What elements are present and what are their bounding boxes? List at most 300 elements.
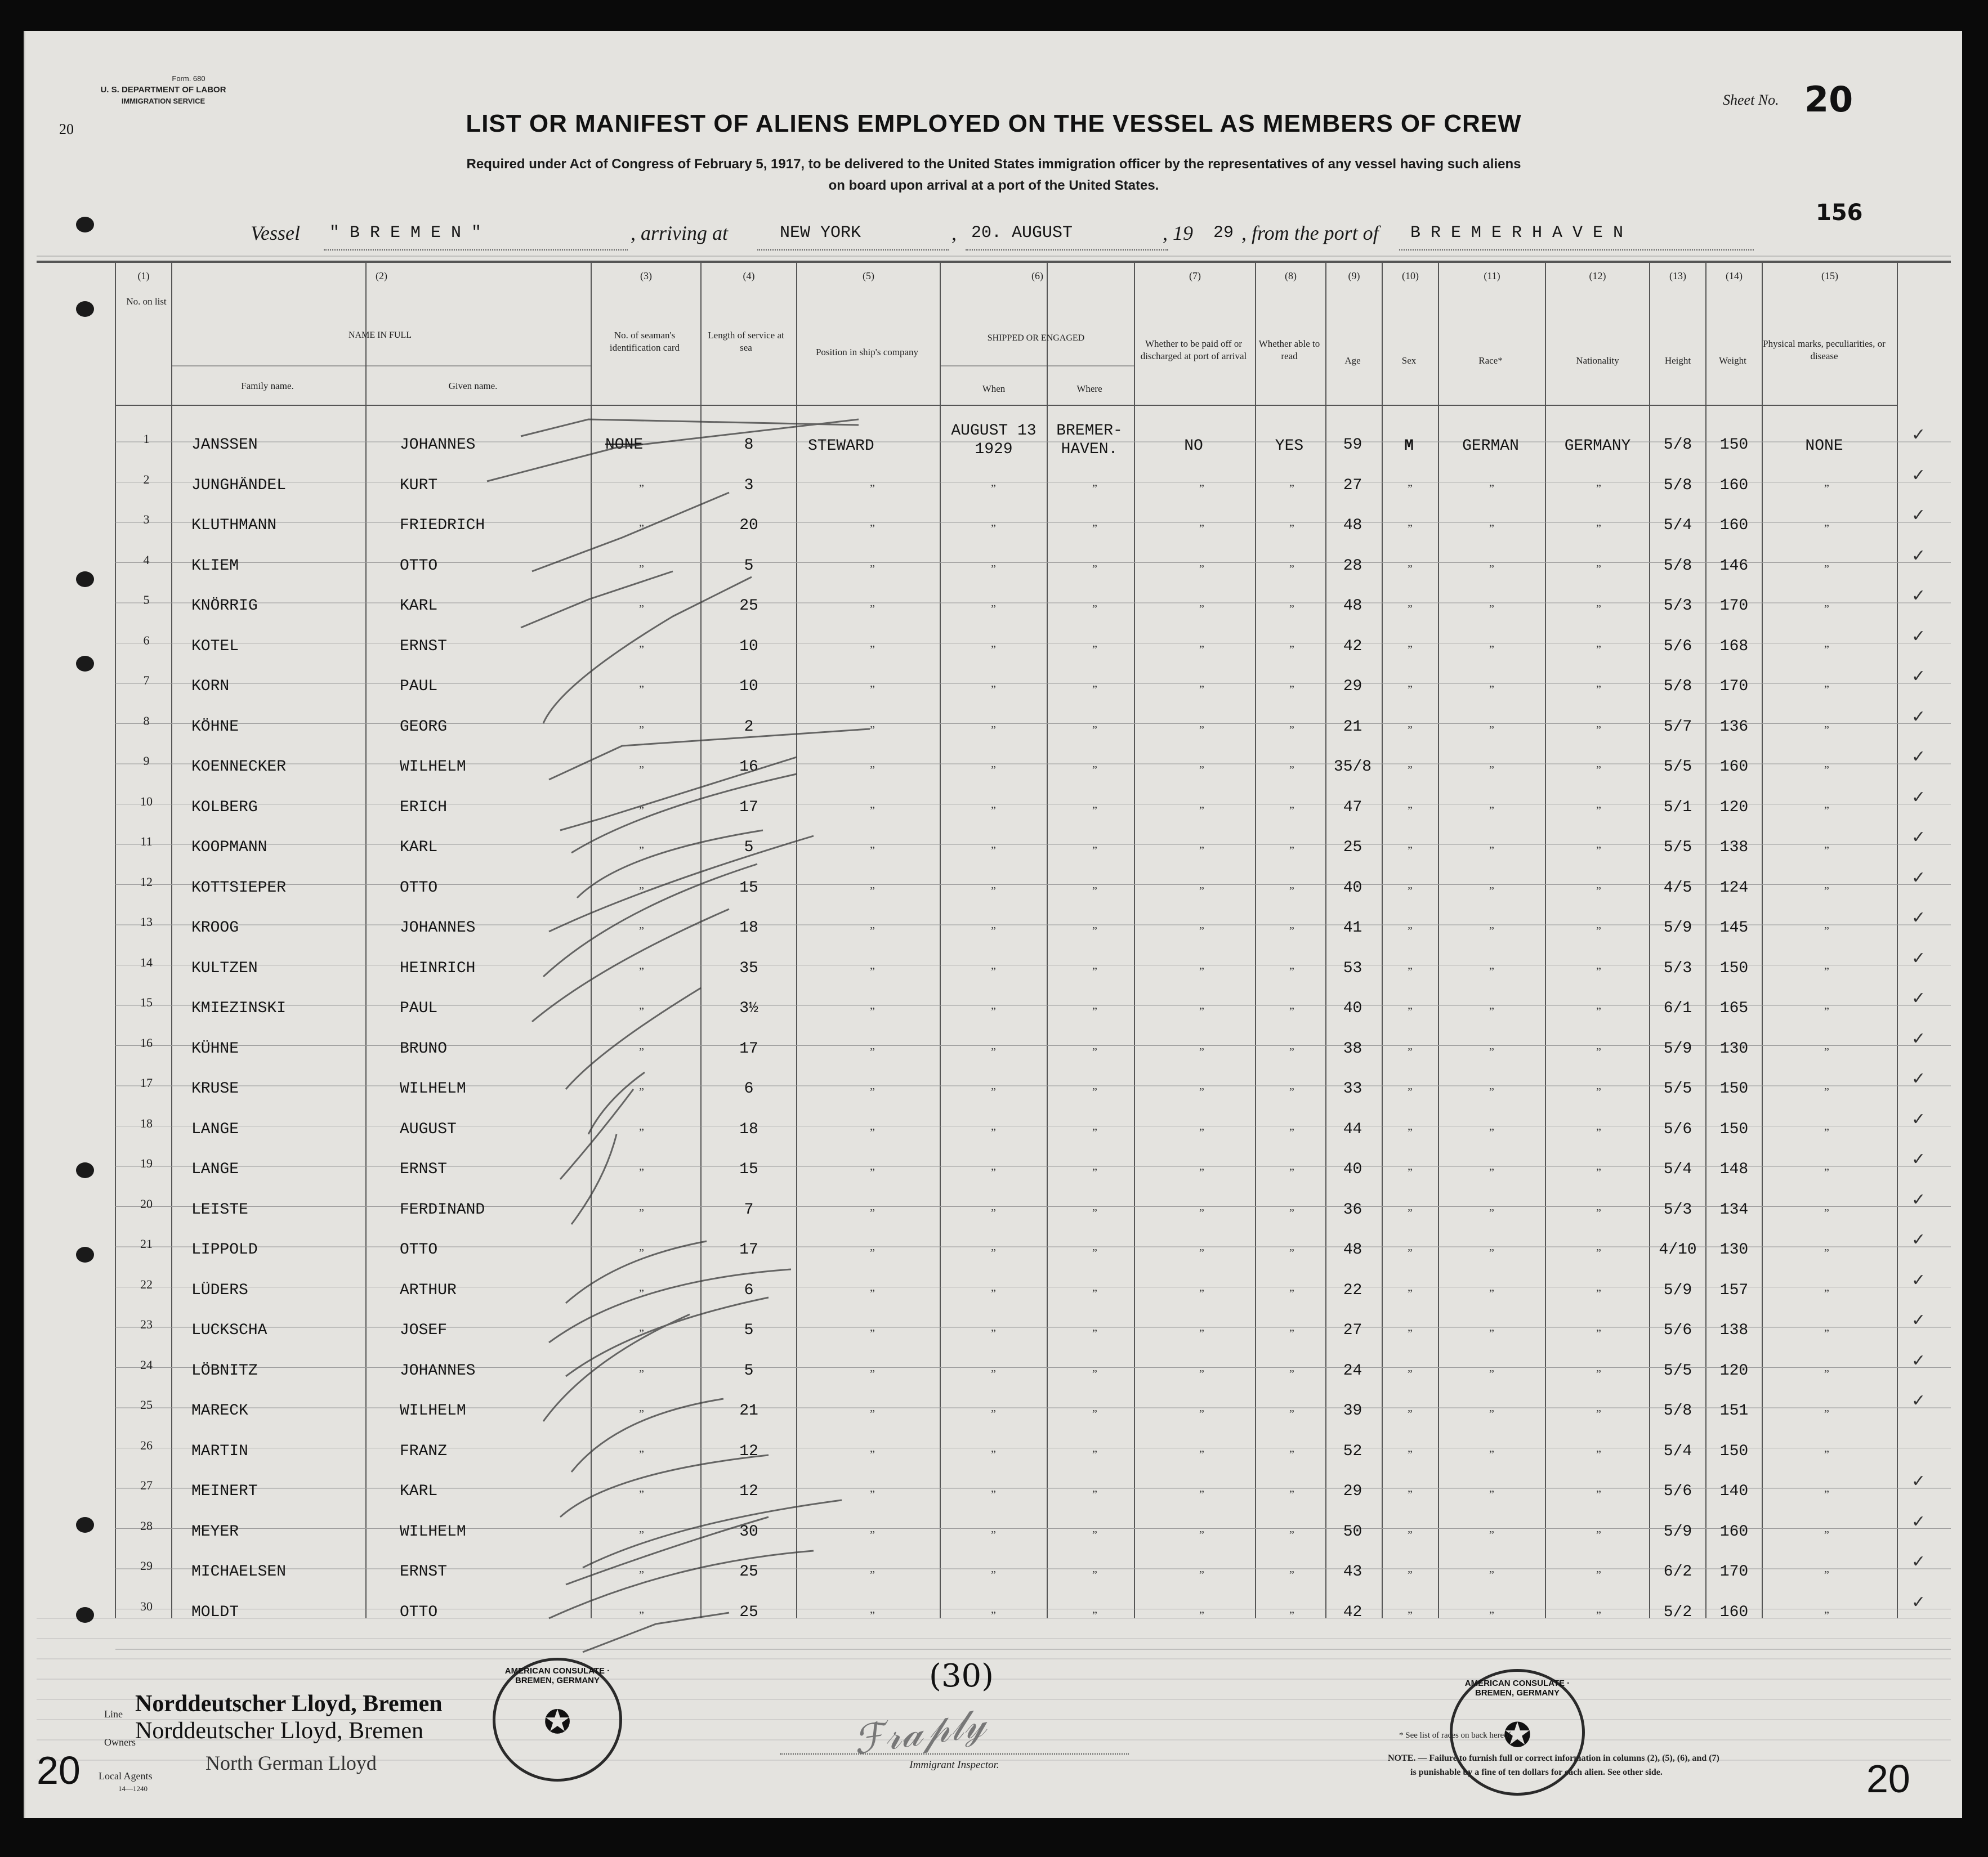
ditto-mark: ” [1289, 1488, 1294, 1501]
family-name: KLIEM [191, 557, 239, 575]
given-name: BRUNO [400, 1040, 448, 1058]
ditto-mark: ” [1408, 1327, 1413, 1340]
stamp-text: AMERICAN CONSULATE · BREMEN, GERMANY [504, 1666, 610, 1685]
ditto-mark: ” [1596, 482, 1601, 495]
agents-label: Local Agents [99, 1770, 153, 1782]
age: 50 [1343, 1523, 1362, 1541]
ditto-mark: ” [870, 844, 875, 857]
ditto-mark: ” [1408, 965, 1413, 978]
height: 5/7 [1663, 718, 1692, 736]
weight: 130 [1719, 1241, 1749, 1259]
ditto-mark: ” [1489, 562, 1494, 575]
ditto-mark: ” [991, 1488, 996, 1501]
ditto-mark: ” [1596, 1086, 1601, 1098]
age: 59 [1343, 436, 1362, 454]
ditto-mark: ” [1092, 1005, 1097, 1018]
row-number: 15 [140, 995, 153, 1009]
footer [25, 1646, 1962, 1815]
ditto-mark: ” [1199, 643, 1204, 656]
ditto-mark: ” [1289, 764, 1294, 776]
ditto-mark: ” [1408, 603, 1413, 615]
weight: 150 [1719, 1442, 1749, 1460]
ditto-mark: ” [639, 965, 644, 978]
ditto-mark: ” [1092, 522, 1097, 535]
ditto-mark: ” [1408, 1126, 1413, 1139]
given-name: ERNST [400, 637, 448, 655]
age: 38 [1343, 1040, 1362, 1058]
ditto-mark: ” [1824, 1488, 1829, 1501]
given-name: ARTHUR [400, 1281, 457, 1299]
weight: 136 [1719, 718, 1749, 736]
ditto-mark: ” [1092, 1086, 1097, 1098]
ditto-mark: ” [1824, 1005, 1829, 1018]
ditto-mark: ” [1596, 1609, 1601, 1622]
ditto-mark: ” [1092, 804, 1097, 817]
ditto-mark: ” [1489, 643, 1494, 656]
line-label: Line [104, 1708, 123, 1720]
height: 6/1 [1663, 1000, 1692, 1017]
weight: 170 [1719, 678, 1749, 695]
given-name: ERNST [400, 1563, 448, 1581]
ditto-mark: ” [1596, 1448, 1601, 1461]
row-number: 5 [143, 593, 150, 607]
row-number: 27 [140, 1478, 153, 1492]
shipped-where-1: BREMER- [1056, 422, 1123, 440]
ditto-mark: ” [1824, 1569, 1829, 1581]
ditto-mark: ” [1489, 603, 1494, 615]
height: 5/8 [1663, 436, 1692, 454]
weight: 146 [1719, 557, 1749, 575]
ditto-mark: ” [991, 1569, 996, 1581]
manifest-sheet [24, 31, 1962, 1818]
pencil-checkmarks [25, 31, 1962, 1818]
age: 21 [1343, 718, 1362, 736]
family-name: JANSSEN [191, 436, 258, 454]
ditto-mark: ” [991, 1408, 996, 1420]
age: 29 [1343, 678, 1362, 695]
ditto-mark: ” [1092, 562, 1097, 575]
check-icon: ✓ [1911, 626, 1926, 646]
given-name: JOSEF [400, 1322, 448, 1339]
row-number: 6 [143, 633, 150, 647]
punch-hole [76, 571, 94, 587]
age: 48 [1343, 1241, 1362, 1259]
family-name: LUCKSCHA [191, 1322, 267, 1339]
ditto-mark: ” [1408, 1569, 1413, 1581]
age: 35/8 [1333, 758, 1372, 776]
ditto-mark: ” [991, 965, 996, 978]
ditto-mark: ” [1092, 844, 1097, 857]
ditto-mark: ” [991, 603, 996, 615]
check-icon: ✓ [1911, 505, 1926, 525]
col-sex: Sex [1401, 355, 1417, 366]
family-name: LIPPOLD [191, 1241, 258, 1259]
ditto-mark: ” [1824, 482, 1829, 495]
col-where: Where [1076, 383, 1102, 394]
ditto-mark: ” [1489, 844, 1494, 857]
ditto-mark: ” [1824, 925, 1829, 937]
check-icon: ✓ [1911, 1069, 1926, 1089]
ditto-mark: ” [1408, 1367, 1413, 1380]
family-name: KMIEZINSKI [191, 1000, 287, 1017]
height: 5/6 [1663, 637, 1692, 655]
ditto-mark: ” [991, 1528, 996, 1541]
col-height: Height [1664, 355, 1691, 366]
column-number: (3) [640, 270, 652, 281]
ditto-mark: ” [1289, 1448, 1294, 1461]
ditto-mark: ” [1092, 1488, 1097, 1501]
ditto-mark: ” [1489, 1448, 1494, 1461]
ditto-mark: ” [1408, 1408, 1413, 1420]
page-mark-left: 20 [37, 1748, 81, 1792]
weight: 130 [1719, 1040, 1749, 1058]
ditto-mark: ” [870, 1367, 875, 1380]
sheet-label: Sheet No. [1723, 92, 1779, 108]
given-name: OTTO [400, 1603, 438, 1621]
ditto-mark: ” [1289, 1166, 1294, 1179]
given-name: KARL [400, 839, 438, 856]
check-icon: ✓ [1911, 827, 1926, 847]
ditto-mark: ” [1824, 1287, 1829, 1300]
ditto-mark: ” [1289, 522, 1294, 535]
column-number: (12) [1589, 270, 1606, 281]
given-name: FRIEDRICH [400, 517, 485, 534]
family-name: KOOPMANN [191, 839, 267, 856]
ditto-mark: ” [1092, 1408, 1097, 1420]
check-icon: ✓ [1911, 908, 1926, 928]
ditto-mark: ” [1199, 1166, 1204, 1179]
height: 5/1 [1663, 798, 1692, 816]
height: 5/6 [1663, 1322, 1692, 1339]
length-of-service: 5 [744, 1322, 754, 1339]
age: 33 [1343, 1080, 1362, 1098]
position-value: STEWARD [808, 437, 874, 455]
age: 47 [1343, 798, 1362, 816]
ditto-mark: ” [1092, 643, 1097, 656]
ditto-mark: ” [1092, 1287, 1097, 1300]
row-number: 23 [140, 1317, 153, 1331]
ditto-mark: ” [1199, 1327, 1204, 1340]
ditto-mark: ” [991, 723, 996, 736]
ditto-mark: ” [1824, 965, 1829, 978]
ditto-mark: ” [991, 683, 996, 696]
family-name: LÜDERS [191, 1281, 248, 1299]
given-name: HEINRICH [400, 959, 476, 977]
weight: 145 [1719, 919, 1749, 937]
ditto-mark: ” [1408, 1287, 1413, 1300]
ditto-mark: ” [991, 1609, 996, 1622]
sheet-number: 20 [1804, 79, 1853, 120]
age: 28 [1343, 557, 1362, 575]
row-number: 19 [140, 1156, 153, 1170]
ditto-mark: ” [1824, 683, 1829, 696]
weight: 150 [1719, 959, 1749, 977]
ditto-mark: ” [1824, 1609, 1829, 1622]
age: 24 [1343, 1362, 1362, 1380]
vessel-label: Vessel [251, 222, 300, 244]
ditto-mark: ” [1489, 1086, 1494, 1098]
ditto-mark: ” [1199, 723, 1204, 736]
height: 5/6 [1663, 1483, 1692, 1500]
weight: 170 [1719, 1563, 1749, 1581]
weight: 120 [1719, 798, 1749, 816]
col-age: Age [1344, 355, 1361, 366]
given-name: ERICH [400, 798, 448, 816]
row-number: 7 [143, 673, 150, 687]
column-number: (8) [1285, 270, 1297, 281]
ditto-mark: ” [1289, 965, 1294, 978]
weight: 160 [1719, 1523, 1749, 1541]
length-of-service: 8 [744, 436, 754, 454]
length-of-service: 10 [739, 637, 758, 655]
row-number: 18 [140, 1116, 153, 1130]
ditto-mark: ” [1408, 925, 1413, 937]
ditto-mark: ” [991, 804, 996, 817]
column-number: (9) [1348, 270, 1360, 281]
ditto-mark: ” [870, 1287, 875, 1300]
ditto-mark: ” [991, 1367, 996, 1380]
ditto-mark: ” [991, 1045, 996, 1058]
ditto-mark: ” [1596, 1045, 1601, 1058]
ditto-mark: ” [1408, 723, 1413, 736]
ditto-mark: ” [639, 643, 644, 656]
family-name: KLUTHMANN [191, 517, 277, 534]
length-of-service: 35 [739, 959, 758, 977]
given-name: PAUL [400, 1000, 438, 1017]
ditto-mark: ” [1289, 643, 1294, 656]
ditto-mark: ” [1408, 764, 1413, 776]
ditto-mark: ” [1289, 844, 1294, 857]
length-of-service: 6 [744, 1080, 754, 1098]
family-name: MARTIN [191, 1442, 248, 1460]
ditto-mark: ” [1199, 1247, 1204, 1259]
family-name: MEYER [191, 1523, 239, 1541]
ditto-mark: ” [1092, 1448, 1097, 1461]
ditto-mark: ” [870, 1086, 875, 1098]
ditto-mark: ” [1408, 1528, 1413, 1541]
ditto-mark: ” [1092, 683, 1097, 696]
ditto-mark: ” [1289, 482, 1294, 495]
age: 41 [1343, 919, 1362, 937]
penalty-note-2: is punishable by a fine of ten dollars for each alien. See other side. [1410, 1767, 1663, 1777]
ditto-mark: ” [1489, 804, 1494, 817]
ditto-mark: ” [639, 1528, 644, 1541]
column-number: (2) [376, 270, 387, 281]
height: 4/10 [1659, 1241, 1697, 1259]
ditto-mark: ” [1092, 723, 1097, 736]
length-of-service: 3 [744, 476, 754, 494]
ditto-mark: ” [1289, 1247, 1294, 1259]
ditto-mark: ” [1596, 522, 1601, 535]
able-read-value: YES [1275, 437, 1304, 455]
column-number: (11) [1484, 270, 1500, 281]
punch-hole [76, 1607, 94, 1623]
column-number: (1) [137, 270, 150, 281]
ditto-mark: ” [1489, 1126, 1494, 1139]
consulate-stamp [493, 1658, 622, 1782]
ditto-mark: ” [1489, 965, 1494, 978]
col-length-service: Length of service at sea [708, 330, 784, 353]
sex-value: M [1404, 437, 1414, 455]
ditto-mark: ” [1092, 884, 1097, 897]
row-number: 21 [140, 1237, 153, 1251]
ditto-mark: ” [1408, 1045, 1413, 1058]
family-name: KOTEL [191, 637, 239, 655]
family-name: KRUSE [191, 1080, 239, 1098]
ditto-mark: ” [1199, 1528, 1204, 1541]
ditto-mark: ” [639, 1287, 644, 1300]
check-icon: ✓ [1911, 1149, 1926, 1169]
age: 39 [1343, 1402, 1362, 1420]
family-name: KÜHNE [191, 1040, 239, 1058]
ditto-mark: ” [1596, 884, 1601, 897]
row-number: 1 [143, 432, 150, 446]
given-name: FRANZ [400, 1442, 448, 1460]
ditto-mark: ” [870, 965, 875, 978]
height: 5/9 [1663, 1523, 1692, 1541]
ditto-mark: ” [870, 562, 875, 575]
punch-hole [76, 217, 94, 232]
year-prefix: , 19 [1163, 222, 1193, 244]
ditto-mark: ” [1289, 1528, 1294, 1541]
ditto-mark: ” [991, 1327, 996, 1340]
height: 5/8 [1663, 1402, 1692, 1420]
ditto-mark: ” [1289, 884, 1294, 897]
given-name: OTTO [400, 879, 438, 897]
punch-hole [76, 1162, 94, 1178]
age: 53 [1343, 959, 1362, 977]
ditto-mark: ” [991, 1448, 996, 1461]
departure-port: B R E M E R H A V E N [1410, 223, 1624, 243]
ditto-mark: ” [991, 1166, 996, 1179]
ditto-mark: ” [1092, 1247, 1097, 1259]
height: 6/2 [1663, 1563, 1692, 1581]
given-name: FERDINAND [400, 1201, 485, 1219]
ditto-mark: ” [639, 884, 644, 897]
ditto-mark: ” [1199, 1206, 1204, 1219]
weight: 120 [1719, 1362, 1749, 1380]
ditto-mark: ” [1489, 764, 1494, 776]
ditto-mark: ” [1596, 643, 1601, 656]
ditto-mark: ” [1596, 603, 1601, 615]
col-nationality: Nationality [1576, 355, 1619, 366]
ditto-mark: ” [1596, 562, 1601, 575]
ditto-mark: ” [1199, 1086, 1204, 1098]
ditto-mark: ” [870, 804, 875, 817]
row-number: 17 [140, 1076, 153, 1090]
page-mark-right: 20 [1866, 1757, 1910, 1801]
id-card-value: NONE [605, 436, 644, 454]
ditto-mark: ” [1489, 1045, 1494, 1058]
height: 5/2 [1663, 1603, 1692, 1621]
height: 5/5 [1663, 839, 1692, 856]
length-of-service: 17 [739, 1040, 758, 1058]
height: 5/4 [1663, 517, 1692, 534]
ditto-mark: ” [1824, 562, 1829, 575]
check-icon: ✓ [1911, 948, 1926, 968]
ditto-mark: ” [639, 1206, 644, 1219]
length-of-service: 15 [739, 879, 758, 897]
ditto-mark: ” [639, 723, 644, 736]
col-no-on-list: No. on list [126, 296, 167, 307]
ditto-mark: ” [639, 1569, 644, 1581]
ditto-mark: ” [1408, 1166, 1413, 1179]
row-number: 11 [140, 834, 153, 848]
length-of-service: 25 [739, 1603, 758, 1621]
weight: 150 [1719, 436, 1749, 454]
family-name: KOTTSIEPER [191, 879, 287, 897]
family-name: KROOG [191, 919, 239, 937]
ditto-mark: ” [1408, 683, 1413, 696]
ditto-mark: ” [1824, 1247, 1829, 1259]
ditto-mark: ” [870, 1327, 875, 1340]
ditto-mark: ” [991, 643, 996, 656]
height: 4/5 [1663, 879, 1692, 897]
ditto-mark: ” [1824, 1126, 1829, 1139]
nationality-value: GERMANY [1564, 437, 1631, 455]
ditto-mark: ” [1289, 683, 1294, 696]
given-name: WILHELM [400, 1402, 466, 1420]
ditto-mark: ” [1408, 1005, 1413, 1018]
ditto-mark: ” [639, 482, 644, 495]
ditto-mark: ” [1824, 804, 1829, 817]
column-number: (7) [1189, 270, 1201, 281]
weight: 157 [1719, 1281, 1749, 1299]
age: 42 [1343, 637, 1362, 655]
ditto-mark: ” [870, 1126, 875, 1139]
arrival-date: 20. AUGUST [971, 223, 1073, 243]
weight: 150 [1719, 1080, 1749, 1098]
ditto-mark: ” [870, 1247, 875, 1259]
punch-hole [76, 1247, 94, 1263]
department-name: U. S. DEPARTMENT OF LABOR [100, 85, 226, 95]
ditto-mark: ” [1289, 804, 1294, 817]
ditto-mark: ” [1289, 1287, 1294, 1300]
check-icon: ✓ [1911, 787, 1926, 807]
ditto-mark: ” [1489, 1247, 1494, 1259]
length-of-service: 17 [739, 1241, 758, 1259]
given-name: WILHELM [400, 1523, 466, 1541]
height: 5/8 [1663, 476, 1692, 494]
check-icon: ✓ [1911, 465, 1926, 485]
age: 42 [1343, 1603, 1362, 1621]
height: 5/5 [1663, 758, 1692, 776]
ditto-mark: ” [1596, 1126, 1601, 1139]
check-icon: ✓ [1911, 867, 1926, 888]
height: 5/5 [1663, 1362, 1692, 1380]
ditto-mark: ” [870, 1488, 875, 1501]
family-name: KOLBERG [191, 798, 258, 816]
length-of-service: 17 [739, 798, 758, 816]
ditto-mark: ” [1489, 925, 1494, 937]
length-of-service: 5 [744, 1362, 754, 1380]
given-name: JOHANNES [400, 919, 476, 937]
ditto-mark: ” [639, 683, 644, 696]
family-name: MARECK [191, 1402, 248, 1420]
ditto-mark: ” [1289, 723, 1294, 736]
ditto-mark: ” [1289, 1327, 1294, 1340]
ditto-mark: ” [1824, 1327, 1829, 1340]
ditto-mark: ” [1289, 562, 1294, 575]
col-id-card: No. of seaman's identification card [609, 330, 680, 353]
ditto-mark: ” [639, 1005, 644, 1018]
ditto-mark: ” [991, 844, 996, 857]
ditto-mark: ” [1408, 643, 1413, 656]
given-name: GEORG [400, 718, 448, 736]
col-family-name: Family name. [241, 381, 294, 391]
given-name: OTTO [400, 557, 438, 575]
ditto-mark: ” [639, 603, 644, 615]
